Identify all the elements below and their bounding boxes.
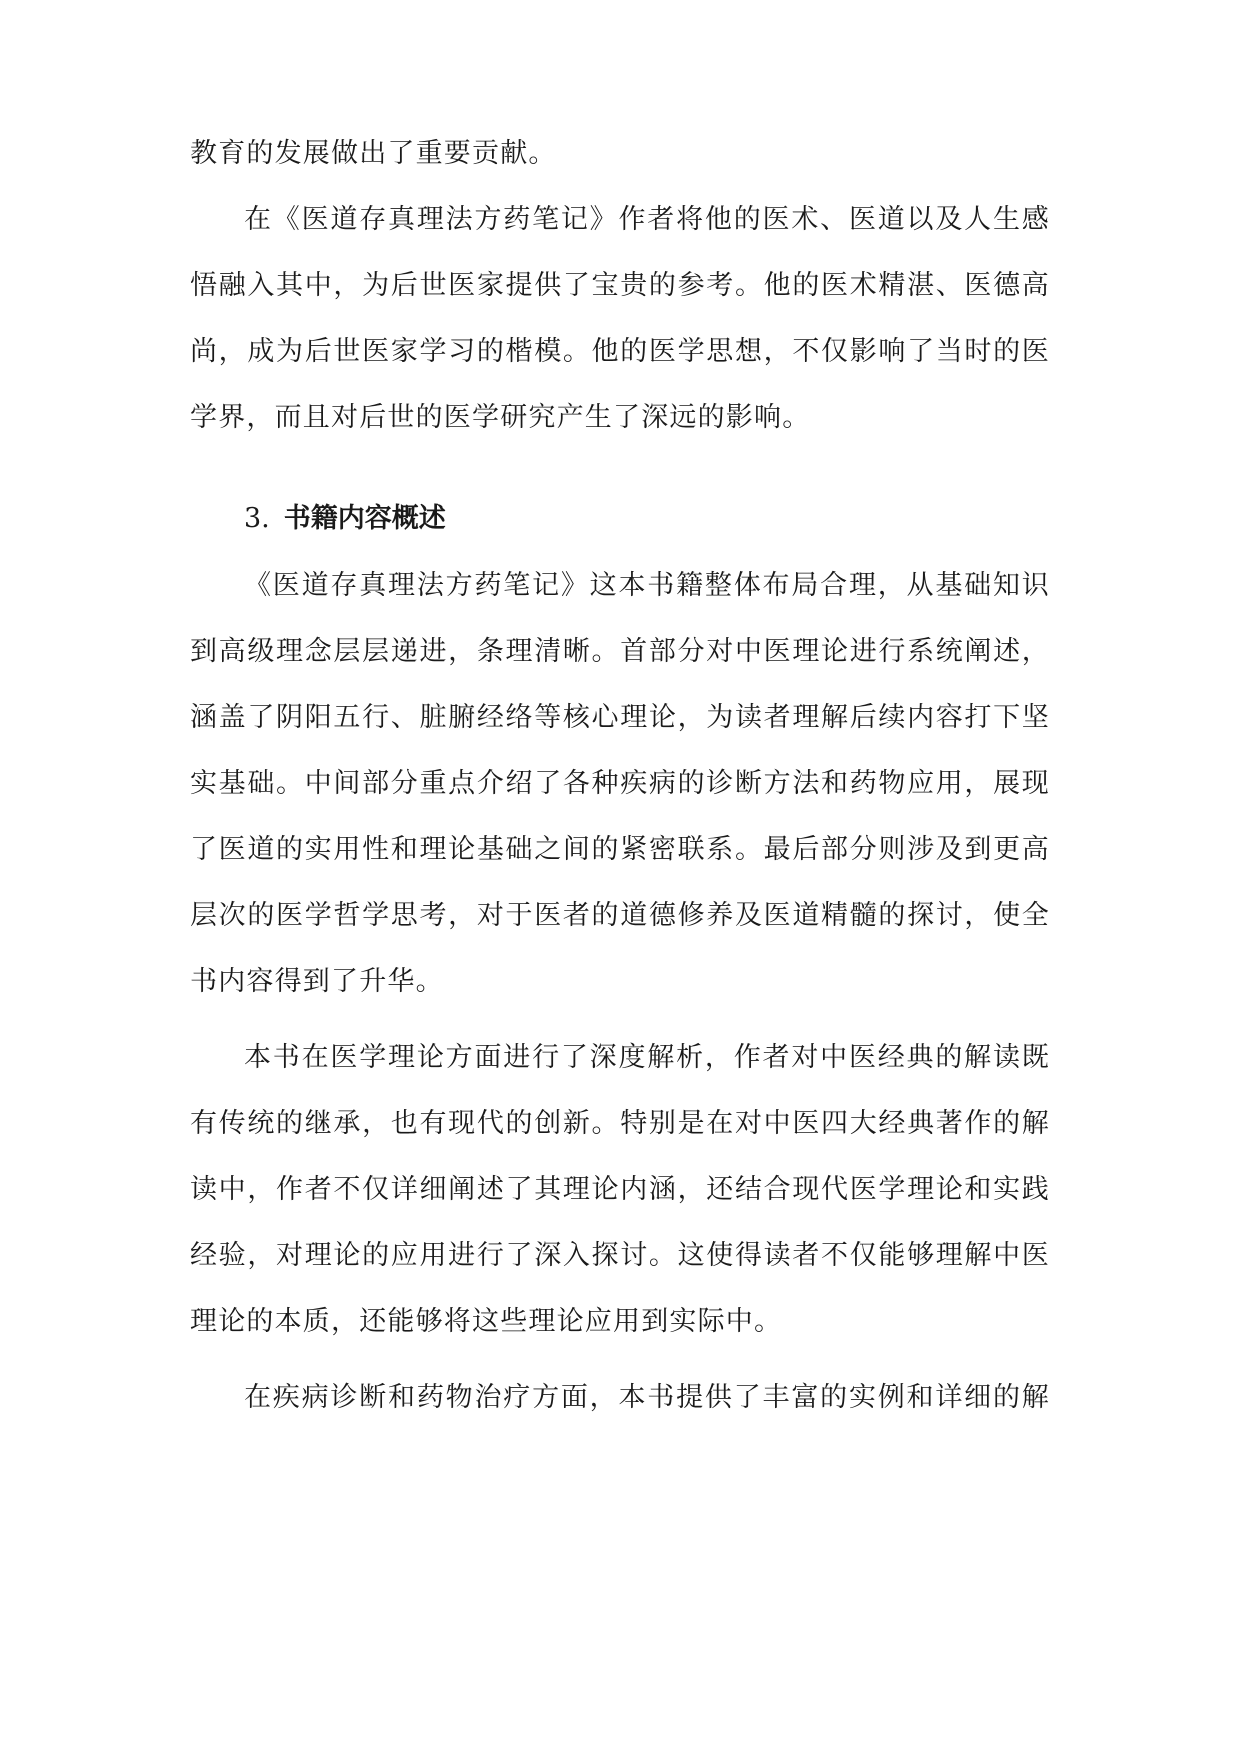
paragraph-2-line-3: 尚，成为后世医家学习的楷模。他的医学思想，不仅影响了当时的医 xyxy=(190,336,1050,367)
paragraph-4-line-2: 有传统的继承，也有现代的创新。特别是在对中医四大经典著作的解 xyxy=(190,1108,1050,1139)
paragraph-2-line-2: 悟融入其中，为后世医家提供了宝贵的参考。他的医术精湛、医德高 xyxy=(190,270,1050,301)
paragraph-4-line-3: 读中，作者不仅详细阐述了其理论内涵，还结合现代医学理论和实践 xyxy=(190,1174,1050,1205)
paragraph-3-line-1: 《医道存真理法方药笔记》这本书籍整体布局合理，从基础知识 xyxy=(244,570,1050,601)
paragraph-3-line-7: 书内容得到了升华。 xyxy=(190,966,444,997)
paragraph-4-line-4: 经验，对理论的应用进行了深入探讨。这使得读者不仅能够理解中医 xyxy=(190,1240,1050,1271)
paragraph-2-line-1: 在《医道存真理法方药笔记》作者将他的医术、医道以及人生感 xyxy=(244,204,1050,235)
paragraph-1-line-1: 教育的发展做出了重要贡献。 xyxy=(190,138,557,169)
paragraph-3-line-4: 实基础。中间部分重点介绍了各种疾病的诊断方法和药物应用，展现 xyxy=(190,768,1050,799)
section-number: 3. xyxy=(244,503,270,534)
section-title: 书籍内容概述 xyxy=(283,503,446,534)
paragraph-5-line-1: 在疾病诊断和药物治疗方面，本书提供了丰富的实例和详细的解 xyxy=(244,1382,1050,1413)
paragraph-3-line-5: 了医道的实用性和理论基础之间的紧密联系。最后部分则涉及到更高 xyxy=(190,834,1050,865)
paragraph-3-line-2: 到高级理念层层递进，条理清晰。首部分对中医理论进行系统阐述， xyxy=(190,636,1050,667)
paragraph-2-line-4: 学界，而且对后世的医学研究产生了深远的影响。 xyxy=(190,402,811,433)
paragraph-4-line-5: 理论的本质，还能够将这些理论应用到实际中。 xyxy=(190,1306,783,1337)
paragraph-3-line-3: 涵盖了阴阳五行、脏腑经络等核心理论，为读者理解后续内容打下坚 xyxy=(190,702,1050,733)
paragraph-4-line-1: 本书在医学理论方面进行了深度解析，作者对中医经典的解读既 xyxy=(244,1042,1050,1073)
section-heading xyxy=(244,499,446,539)
paragraph-3-line-6: 层次的医学哲学思考，对于医者的道德修养及医道精髓的探讨，使全 xyxy=(190,900,1050,931)
